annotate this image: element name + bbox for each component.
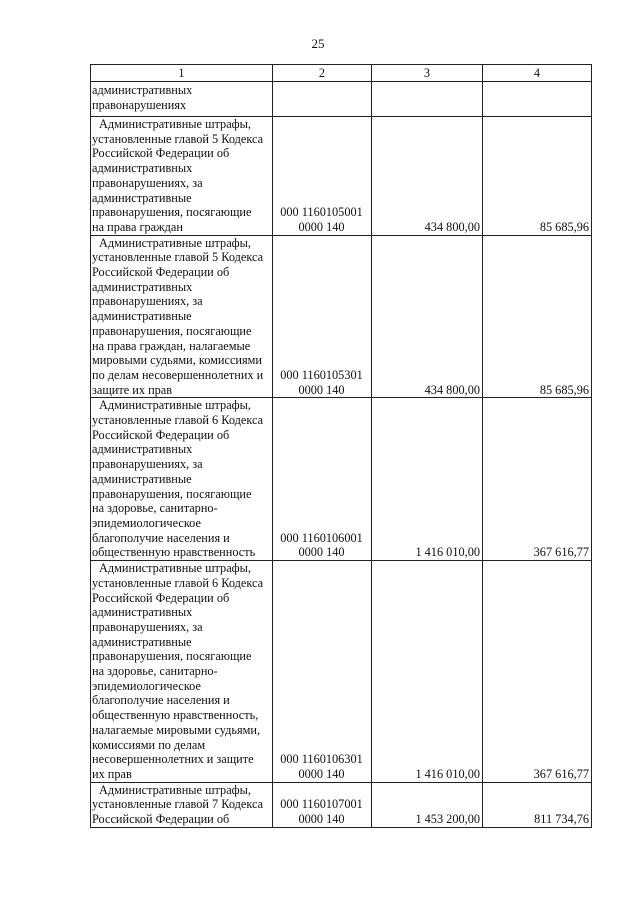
code-cell xyxy=(273,561,372,783)
header-col-2: 2 xyxy=(273,65,372,82)
plan-cell: 1 453 200,00 xyxy=(372,782,483,827)
code-line: 0000 140 xyxy=(298,545,345,560)
name-line: административных xyxy=(92,605,193,620)
name-line: на здоровье, санитарно- xyxy=(92,501,218,516)
name-line: Административные штрафы, xyxy=(99,561,251,576)
name-line: на права граждан, налагаемые xyxy=(92,338,251,353)
name-line: общественную нравственность, xyxy=(92,708,259,723)
code-line: 000 1160106001 xyxy=(280,530,363,545)
plan-cell: 434 800,00 xyxy=(372,235,483,398)
table-header-row xyxy=(91,65,592,82)
fact-cell: 811 734,76 xyxy=(483,782,592,827)
table-row xyxy=(91,117,592,236)
table-row-continuation xyxy=(91,82,592,117)
name-line: правонарушения, посягающие xyxy=(92,486,252,501)
table-row xyxy=(91,561,592,783)
row-name-cell xyxy=(91,82,273,117)
name-line: административных xyxy=(92,279,193,294)
fact-cell: 367 616,77 xyxy=(483,398,592,561)
name-line: правонарушениях xyxy=(92,97,187,112)
row-name-cell xyxy=(91,398,273,561)
code-cell xyxy=(273,117,372,236)
row-name-cell xyxy=(91,561,273,783)
name-line: установленные главой 6 Кодекса xyxy=(92,413,264,428)
name-line: налагаемые мировыми судьями, xyxy=(92,722,261,737)
name-line: установленные главой 7 Кодекса xyxy=(92,797,264,812)
row-name-cell xyxy=(91,235,273,398)
name-line: правонарушения, посягающие xyxy=(92,205,252,220)
table-row xyxy=(91,235,592,398)
page-number: 25 xyxy=(311,36,325,51)
name-line: правонарушения, посягающие xyxy=(92,323,252,338)
code-cell xyxy=(273,398,372,561)
name-line: Российской Федерации об xyxy=(92,265,230,280)
code-line: 0000 140 xyxy=(298,812,345,827)
name-line: установленные главой 5 Кодекса xyxy=(92,250,264,265)
code-line: 000 1160105301 xyxy=(280,367,363,382)
name-line: правонарушения, посягающие xyxy=(92,649,252,664)
name-line: Административные штрафы, xyxy=(99,782,251,797)
name-line: правонарушениях, за xyxy=(92,619,203,634)
code-line: 0000 140 xyxy=(298,219,345,234)
name-line: Российской Федерации об xyxy=(92,146,230,161)
name-line: правонарушениях, за xyxy=(92,175,203,190)
name-line: установленные главой 6 Кодекса xyxy=(92,575,264,590)
name-line: благополучие населения и xyxy=(92,693,230,708)
name-line: административных xyxy=(92,161,193,176)
name-line: правонарушениях, за xyxy=(92,294,203,309)
name-line: на здоровье, санитарно- xyxy=(92,664,218,679)
row-name-cell xyxy=(91,117,273,236)
table-row xyxy=(91,782,592,827)
row-name-cell xyxy=(91,782,273,827)
fact-cell xyxy=(483,82,592,117)
plan-cell: 434 800,00 xyxy=(372,117,483,236)
name-line: их прав xyxy=(92,766,132,781)
code-cell xyxy=(273,782,372,827)
name-line: мировыми судьями, комиссиями xyxy=(92,353,263,368)
header-col-4: 4 xyxy=(483,65,592,82)
name-line: административные xyxy=(92,471,192,486)
name-line: по делам несовершеннолетних и xyxy=(92,367,264,382)
code-line: 0000 140 xyxy=(298,382,345,397)
fact-cell: 85 685,96 xyxy=(483,235,592,398)
name-line: правонарушениях, за xyxy=(92,457,203,472)
name-line: Российской Федерации об xyxy=(92,590,230,605)
name-line: комиссиями по делам xyxy=(92,737,206,752)
name-line: Российской Федерации об xyxy=(92,812,230,827)
name-line: административных xyxy=(92,442,193,457)
name-line: административных xyxy=(92,83,193,97)
table-row xyxy=(91,398,592,561)
header-col-3: 3 xyxy=(372,65,483,82)
name-line: установленные главой 5 Кодекса xyxy=(92,131,264,146)
plan-cell: 1 416 010,00 xyxy=(372,561,483,783)
code-line: 000 1160107001 xyxy=(280,797,363,812)
fact-cell: 85 685,96 xyxy=(483,117,592,236)
name-line: общественную нравственность xyxy=(92,545,256,560)
name-line: защите их прав xyxy=(92,382,173,397)
code-cell xyxy=(273,235,372,398)
name-line: Административные штрафы, xyxy=(99,235,251,250)
code-line: 000 1160105001 xyxy=(280,205,363,220)
plan-cell: 1 416 010,00 xyxy=(372,398,483,561)
name-line: эпидемиологическое xyxy=(92,515,201,530)
code-line: 000 1160106301 xyxy=(280,752,363,767)
name-line: благополучие населения и xyxy=(92,530,230,545)
name-line: несовершеннолетних и защите xyxy=(92,752,254,767)
code-line: 0000 140 xyxy=(298,766,345,781)
name-line: Административные штрафы, xyxy=(99,398,251,413)
header-col-1: 1 xyxy=(91,65,273,82)
fact-cell: 367 616,77 xyxy=(483,561,592,783)
name-line: административные xyxy=(92,309,192,324)
name-line: административные xyxy=(92,190,192,205)
plan-cell xyxy=(372,82,483,117)
name-line: на права граждан xyxy=(92,219,183,234)
name-line: эпидемиологическое xyxy=(92,678,201,693)
name-line: Российской Федерации об xyxy=(92,427,230,442)
code-cell xyxy=(273,82,372,117)
revenue-table xyxy=(90,64,592,828)
name-line: Административные штрафы, xyxy=(99,117,251,131)
name-line: административные xyxy=(92,634,192,649)
